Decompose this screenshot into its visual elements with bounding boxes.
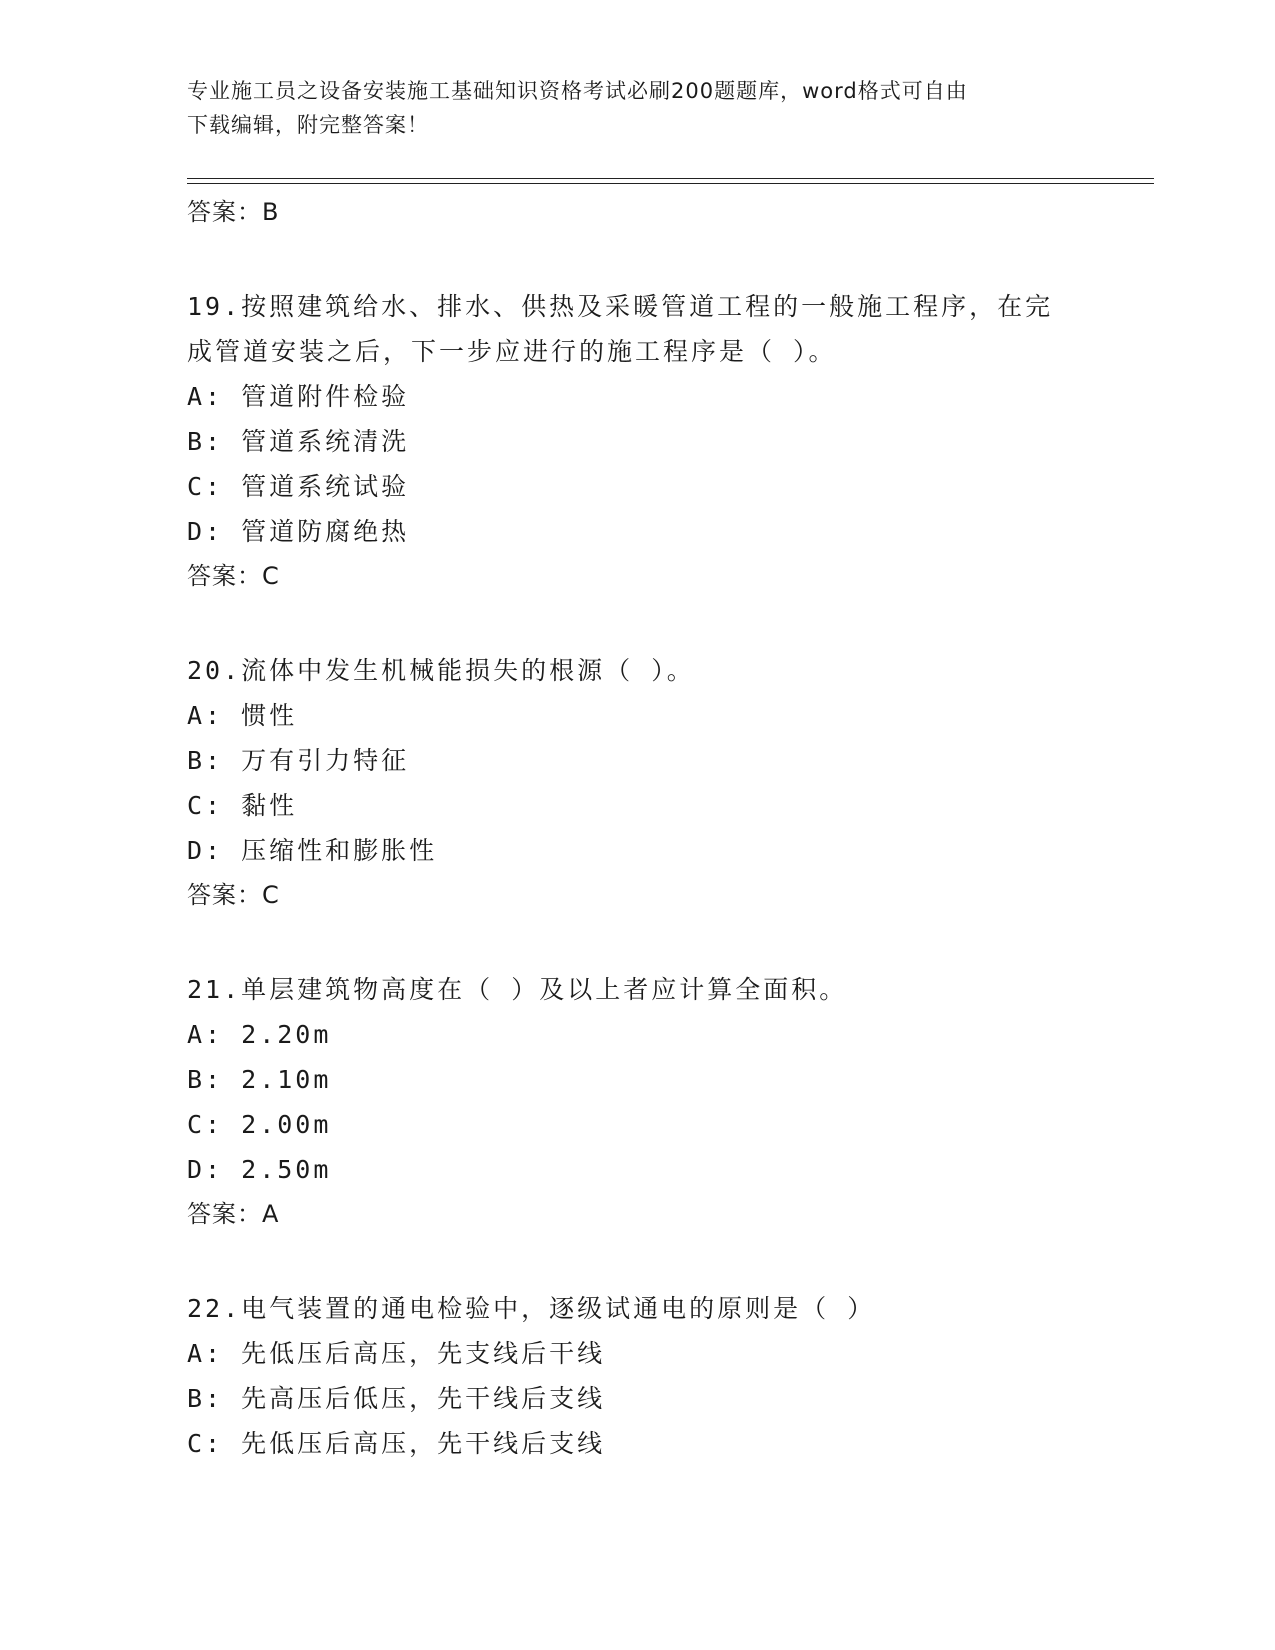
- option-b: B: 2.10m: [187, 1065, 332, 1094]
- question-stem-line: 20.流体中发生机械能损失的根源（ ）。: [187, 656, 695, 685]
- question-block: [187, 1286, 1087, 1466]
- question-block: [187, 648, 1087, 917]
- question-stem-line: 22.电气装置的通电检验中，逐级试通电的原则是（ ）: [187, 1294, 876, 1323]
- header-line-1: 专业施工员之设备安装施工基础知识资格考试必刷200题题库，word格式可自由: [187, 79, 968, 103]
- option-a: A: 惯性: [187, 701, 298, 730]
- option-d: D: 管道防腐绝热: [187, 517, 410, 546]
- option-b: B: 先高压后低压，先干线后支线: [187, 1384, 606, 1413]
- question-stem: [187, 1286, 1087, 1331]
- question-stem-line: 21.单层建筑物高度在（ ）及以上者应计算全面积。: [187, 975, 848, 1004]
- option-d: D: 压缩性和膨胀性: [187, 836, 438, 865]
- document-body: [187, 190, 1087, 1466]
- answer-line: 答案：C: [187, 881, 280, 909]
- document-header: [187, 74, 1087, 142]
- answer-line: 答案：B: [187, 198, 280, 226]
- option-c: C: 黏性: [187, 791, 298, 820]
- header-divider-bottom: [187, 183, 1154, 184]
- question-block: [187, 967, 1087, 1236]
- question-stem: [187, 284, 1087, 374]
- option-a: A: 管道附件检验: [187, 382, 410, 411]
- answer-line: 答案：A: [187, 1200, 280, 1228]
- header-divider-top: [187, 178, 1154, 179]
- question-stem-line: 19.按照建筑给水、排水、供热及采暖管道工程的一般施工程序，在完: [187, 292, 1054, 321]
- option-c: C: 先低压后高压，先干线后支线: [187, 1429, 606, 1458]
- question-stem: [187, 967, 1087, 1012]
- option-c: C: 2.00m: [187, 1110, 332, 1139]
- option-c: C: 管道系统试验: [187, 472, 410, 501]
- option-b: B: 万有引力特征: [187, 746, 410, 775]
- question-block: [187, 284, 1087, 598]
- question-stem-line: 成管道安装之后，下一步应进行的施工程序是（ ）。: [187, 337, 837, 366]
- question-stem: [187, 648, 1087, 693]
- option-a: A: 先低压后高压，先支线后干线: [187, 1339, 606, 1368]
- option-b: B: 管道系统清洗: [187, 427, 410, 456]
- answer-line: 答案：C: [187, 562, 280, 590]
- option-a: A: 2.20m: [187, 1020, 332, 1049]
- option-d: D: 2.50m: [187, 1155, 332, 1184]
- header-line-2: 下载编辑，附完整答案！: [187, 113, 429, 137]
